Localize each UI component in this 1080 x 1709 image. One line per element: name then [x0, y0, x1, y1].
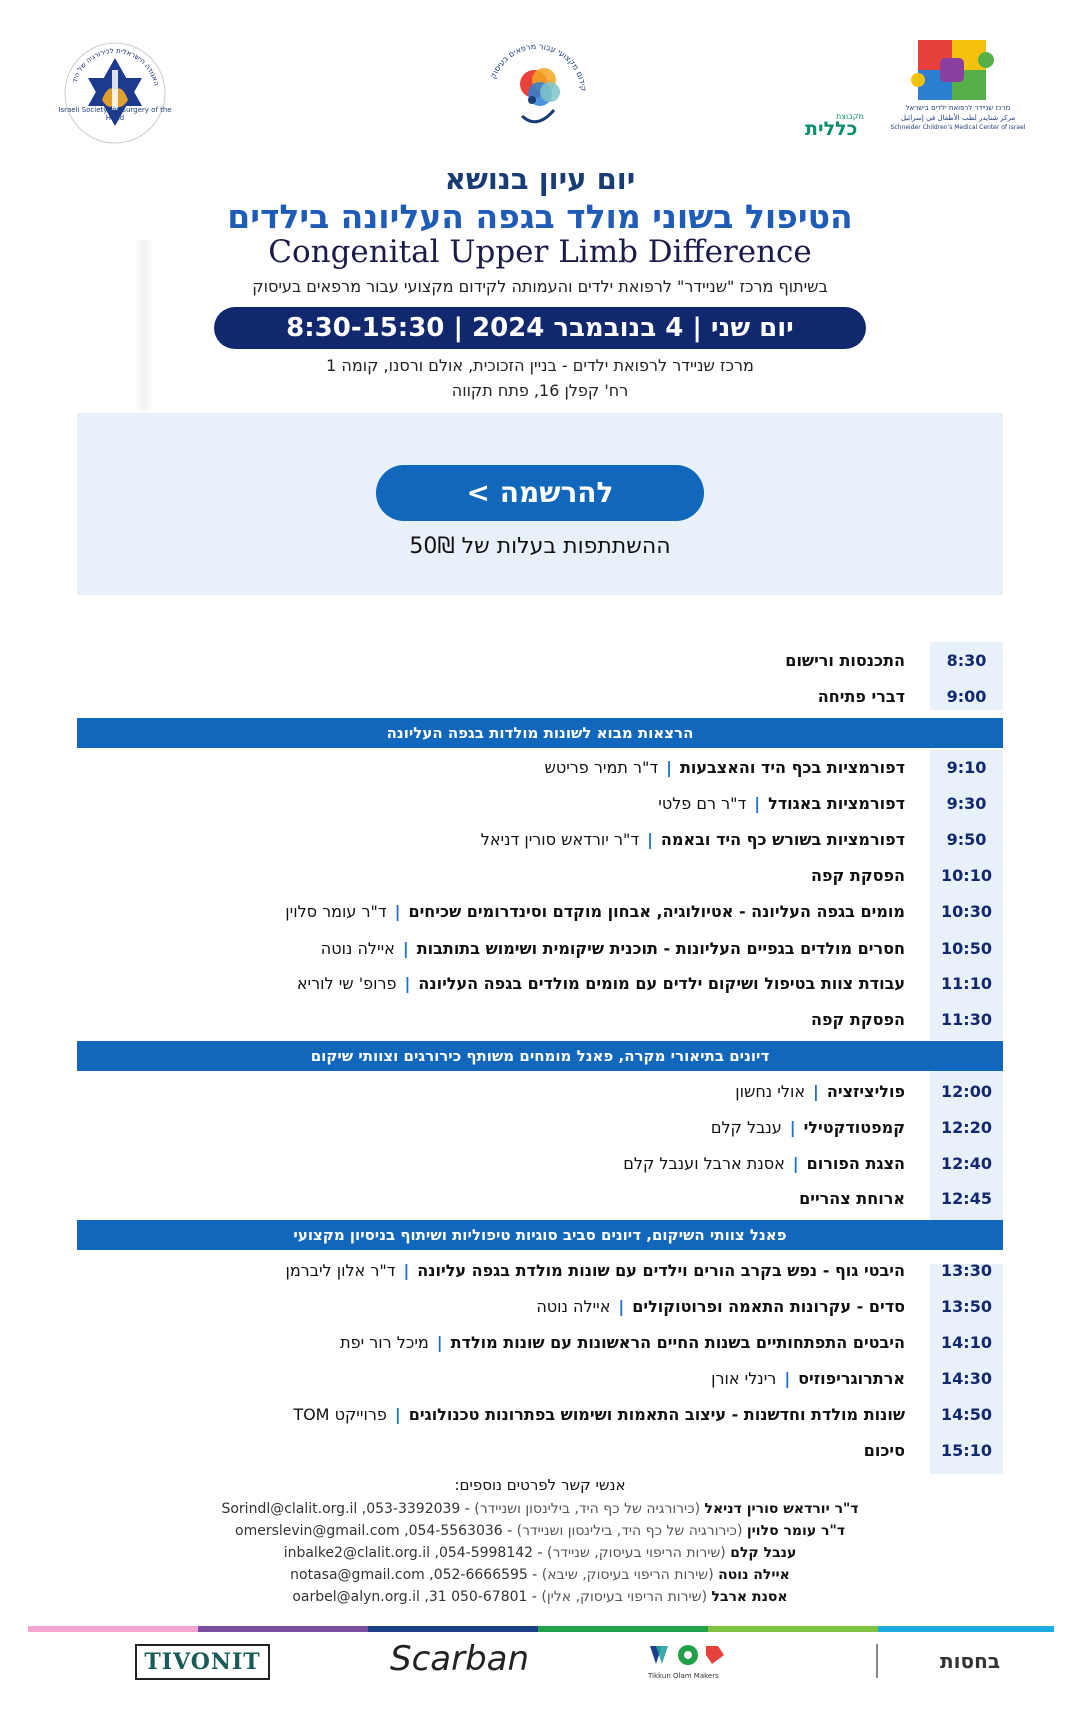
- sponsor-divider: [876, 1644, 878, 1678]
- row-title: הפסקת קפה: [811, 1010, 905, 1029]
- row-time: 9:00: [946, 687, 987, 706]
- row-speaker: ד"ר יורדאש סורין דניאל: [480, 830, 640, 849]
- contact-line: [0, 1587, 1080, 1607]
- row-speaker: אולי נחשון: [735, 1082, 806, 1101]
- contact-desc: (שירות הריפוי בעיסוק, אלין): [541, 1589, 708, 1605]
- row-time: 12:00: [941, 1082, 992, 1101]
- contact-line: [0, 1543, 1080, 1563]
- row-time: 9:10: [946, 758, 987, 777]
- color-strip-segment: [538, 1626, 708, 1632]
- row-content: [240, 1076, 905, 1108]
- contact-info[interactable]: - 054-5563036, omerslevin@gmail.com: [235, 1523, 513, 1539]
- contact-name: אסנת ארבל: [711, 1589, 788, 1605]
- contact-name: ד"ר עומר סלוין: [746, 1523, 845, 1539]
- row-content: [240, 933, 905, 965]
- row-content: [240, 681, 905, 713]
- separator: |: [754, 794, 761, 813]
- contact-info[interactable]: - 053-3392039, Sorindl@clalit.org.il: [221, 1501, 470, 1517]
- row-title: התכנסות ורישום: [785, 651, 905, 670]
- row-title: פוליציזציה: [826, 1082, 905, 1101]
- row-title: מומים בגפה העליונה - אטיולוגיה, אבחון מוקדם וסינדרומים שכיחים: [408, 902, 905, 921]
- scarban-logo: Scarban: [390, 1639, 530, 1679]
- partners-line: בשיתוף מרכז "שניידר" לרפואת ילדים והעמותה לקידום מקצועי עבור מרפאים בעיסוק: [252, 277, 828, 296]
- row-speaker: מיכל רור יפת: [340, 1333, 429, 1352]
- schedule-row: [240, 645, 1003, 677]
- clalit-small-label: מקבוצת: [836, 112, 864, 121]
- schedule-row: [240, 1148, 1003, 1180]
- schedule-row: [240, 1435, 1003, 1467]
- color-strip-segment: [198, 1626, 368, 1632]
- row-content: [240, 1183, 905, 1215]
- contact-line: [0, 1499, 1080, 1519]
- venue-line-2: רח' קפלן 16, פתח תקווה: [451, 381, 629, 400]
- row-title: חסרים מולדים בגפיים העליונות - תוכנית שיקומית ושימוש בתותבות: [416, 939, 905, 958]
- section-header-intro: הרצאות מבוא לשונות מולדות בגפה העליונה: [77, 718, 1003, 748]
- separator: |: [402, 939, 409, 958]
- separator: |: [813, 1082, 819, 1101]
- contact-info[interactable]: - 050-67801 31, oarbel@alyn.org.il: [292, 1589, 537, 1605]
- row-content: [240, 752, 905, 784]
- row-title: סדים - עקרונות התאמה ופרוטוקולים: [632, 1297, 905, 1316]
- contact-name: ענבל קלם: [730, 1545, 797, 1561]
- contact-line: [0, 1521, 1080, 1541]
- row-title: עבודת צוות בטיפול ושיקום ילדים עם מומים מולדים בגפה העליונה: [418, 974, 905, 993]
- row-content: [240, 1399, 905, 1431]
- row-content: [240, 1255, 905, 1287]
- row-content: [240, 1291, 905, 1323]
- title-line-1: יום עיון בנושא: [444, 162, 636, 196]
- schedule-row: [240, 752, 1003, 784]
- schneider-caption-he: מרכז שניידר לרפואת ילדים בישראל: [905, 104, 1011, 112]
- sponsors-label: בחסות: [940, 1649, 1001, 1673]
- row-speaker: פרופ' שי לוריא: [296, 974, 397, 993]
- separator: |: [647, 830, 653, 849]
- row-time: 12:45: [941, 1189, 992, 1208]
- contact-desc: (שירות הריפוי בעיסוק, שיבא): [541, 1567, 714, 1583]
- row-title: דפורמציות באגודל: [768, 794, 905, 813]
- section-header-rehab-panel: פאנל צוותי השיקום, דיונים סביב סוגיות טיפוליות ושיתוף בניסיון מקצועי: [77, 1220, 1003, 1250]
- row-time: 10:10: [941, 866, 992, 885]
- schedule-row: [240, 1291, 1003, 1323]
- row-title: ארוחת צהריים: [799, 1189, 905, 1208]
- separator: |: [394, 902, 401, 921]
- row-content: [240, 1148, 905, 1180]
- row-speaker: ד"ר עומר סלוין: [285, 902, 387, 921]
- contact-name: איילה נוטה: [718, 1567, 790, 1583]
- row-time: 11:10: [941, 974, 992, 993]
- row-time: 14:50: [941, 1405, 992, 1424]
- row-time: 12:40: [941, 1154, 992, 1173]
- register-button[interactable]: להרשמה >: [376, 465, 704, 521]
- row-content: [240, 788, 905, 820]
- contact-desc: (שירות הריפוי בעיסוק, שניידר): [547, 1545, 726, 1561]
- row-content: [240, 645, 905, 677]
- row-title: סיכום: [863, 1441, 905, 1460]
- row-content: [240, 896, 905, 928]
- row-content: [240, 1004, 905, 1036]
- schedule-row: [240, 1327, 1003, 1359]
- schedule-row: [240, 1363, 1003, 1395]
- schedule-row: [240, 788, 1003, 820]
- row-time: 14:30: [941, 1369, 992, 1388]
- row-title: ארתרוגריפוזיס: [798, 1369, 905, 1388]
- row-content: [240, 824, 905, 856]
- row-content: [240, 1112, 905, 1144]
- schedule-row: [240, 968, 1003, 1000]
- hand-society-caption: Israeli Society for Surgery of the Hand: [58, 106, 172, 123]
- schedule-row: [240, 1004, 1003, 1036]
- row-content: [240, 860, 905, 892]
- schedule-row: [240, 933, 1003, 965]
- schedule-row: [240, 1183, 1003, 1215]
- row-time: 8:30: [946, 651, 987, 670]
- row-speaker: איילה נוטה: [536, 1297, 611, 1316]
- contact-name: ד"ר יורדאש סורין דניאל: [704, 1501, 859, 1517]
- title-english: Congenital Upper Limb Difference: [268, 234, 812, 270]
- venue-line-1: מרכז שניידר לרפואת ילדים - בניין הזכוכית, אולם ורסנו, קומה 1: [326, 356, 754, 375]
- row-speaker: רינלי אורן: [711, 1369, 777, 1388]
- row-speaker: ד"ר אלון ליברמן: [285, 1261, 396, 1280]
- row-time: 15:10: [941, 1441, 992, 1460]
- row-speaker: פרוייקט TOM: [293, 1405, 387, 1424]
- schedule-row: [240, 1255, 1003, 1287]
- row-time: 10:50: [941, 939, 992, 958]
- tivonit-logo: TIVONIT: [135, 1644, 270, 1680]
- row-time: 9:30: [946, 794, 987, 813]
- separator: |: [784, 1369, 791, 1388]
- row-content: [240, 1435, 905, 1467]
- row-title: הצגת הפורום: [806, 1154, 905, 1173]
- row-title: דפורמציות בכף היד והאצבעות: [679, 758, 905, 777]
- row-title: שונות מולדת וחדשנות - עיצוב התאמות ושימוש בפתרונות טכנולוגים: [408, 1405, 905, 1424]
- society-ring-text: קידום מקצועי עבור מרפאים בעיסוק: [488, 41, 589, 92]
- row-title: דפורמציות בשורש כף היד ובאמה: [660, 830, 905, 849]
- contact-info[interactable]: - 054-5998142, inbalke2@clalit.org.il: [283, 1545, 543, 1561]
- color-strip-segment: [368, 1626, 538, 1632]
- tom-caption: Tikkun Olam Makers: [648, 1672, 719, 1680]
- title-line-2: הטיפול בשוני מולד בגפה העליונה בילדים: [227, 197, 853, 236]
- schneider-caption-en: Schneider Children's Medical Center of Israel: [890, 124, 1026, 131]
- row-speaker: ד"ר תמיר פריטש: [544, 758, 659, 777]
- contact-info[interactable]: - 052-6666595, notasa@gmail.com: [290, 1567, 538, 1583]
- contacts-title: אנשי קשר לפרטים נוספים:: [454, 1476, 626, 1494]
- separator: |: [394, 1405, 401, 1424]
- row-content: [240, 1327, 905, 1359]
- separator: |: [666, 758, 672, 777]
- row-time: 13:50: [941, 1297, 992, 1316]
- schedule-row: [240, 1112, 1003, 1144]
- separator: |: [792, 1154, 799, 1173]
- row-time: 10:30: [941, 902, 992, 921]
- row-title: הפסקת קפה: [811, 866, 905, 885]
- tom-logo: [648, 1642, 728, 1672]
- separator: |: [436, 1333, 443, 1352]
- row-speaker: אסנת ארבל וענבל קלם: [623, 1154, 785, 1173]
- schedule-row: [240, 1399, 1003, 1431]
- schedule-row: [240, 1076, 1003, 1108]
- row-title: היבטים התפתחותיים בשנות החיים הראשונות עם שונות מולדת: [450, 1333, 905, 1352]
- row-time: 12:20: [941, 1118, 992, 1137]
- row-time: 11:30: [941, 1010, 992, 1029]
- schedule-row: [240, 896, 1003, 928]
- separator: |: [789, 1118, 796, 1137]
- contact-desc: (כירורגיה של כף היד, בילינסון ושניידר): [516, 1523, 743, 1539]
- row-speaker: איילה נוטה: [320, 939, 395, 958]
- date-banner: יום שני | 4 בנובמבר 2024 | 8:30-15:30: [214, 307, 866, 349]
- schedule-row: [240, 681, 1003, 713]
- row-speaker: ענבל קלם: [710, 1118, 782, 1137]
- row-content: [240, 968, 905, 1000]
- hand-society-ring-text: האגודה הישראלית לכירורגיה של היד: [70, 46, 161, 87]
- row-time: 13:30: [941, 1261, 992, 1280]
- registration-fee: ההשתתפות בעלות של 50₪: [409, 534, 671, 559]
- clalit-logo: כללית: [805, 118, 858, 140]
- color-strip-segment: [28, 1626, 198, 1632]
- row-title: דברי פתיחה: [817, 687, 905, 706]
- row-content: [240, 1363, 905, 1395]
- color-strip-segment: [878, 1626, 1054, 1632]
- row-speaker: ד"ר רם פלטי: [658, 794, 747, 813]
- separator: |: [404, 974, 411, 993]
- row-time: 14:10: [941, 1333, 992, 1352]
- schedule-row: [240, 824, 1003, 856]
- separator: |: [618, 1297, 625, 1316]
- schneider-caption-ar: مركز شنايدر لطب الأطفال في إسرائيل: [900, 114, 1016, 122]
- contact-desc: (כירורגיה של כף היד, בילינסון ושניידר): [474, 1501, 701, 1517]
- separator: |: [403, 1261, 410, 1280]
- schedule-row: [240, 860, 1003, 892]
- row-title: היבטי גוף - נפש בקרב הורים וילדים עם שונות מולדת בגפה עליונה: [417, 1261, 905, 1280]
- color-strip-segment: [708, 1626, 878, 1632]
- contact-line: [0, 1565, 1080, 1585]
- row-time: 9:50: [946, 830, 987, 849]
- section-header-case-studies: דיונים בתיאורי מקרה, פאנל מומחים משותף כירורגים וצוותי שיקום: [77, 1041, 1003, 1071]
- row-title: קמפטודקטילי: [803, 1118, 905, 1137]
